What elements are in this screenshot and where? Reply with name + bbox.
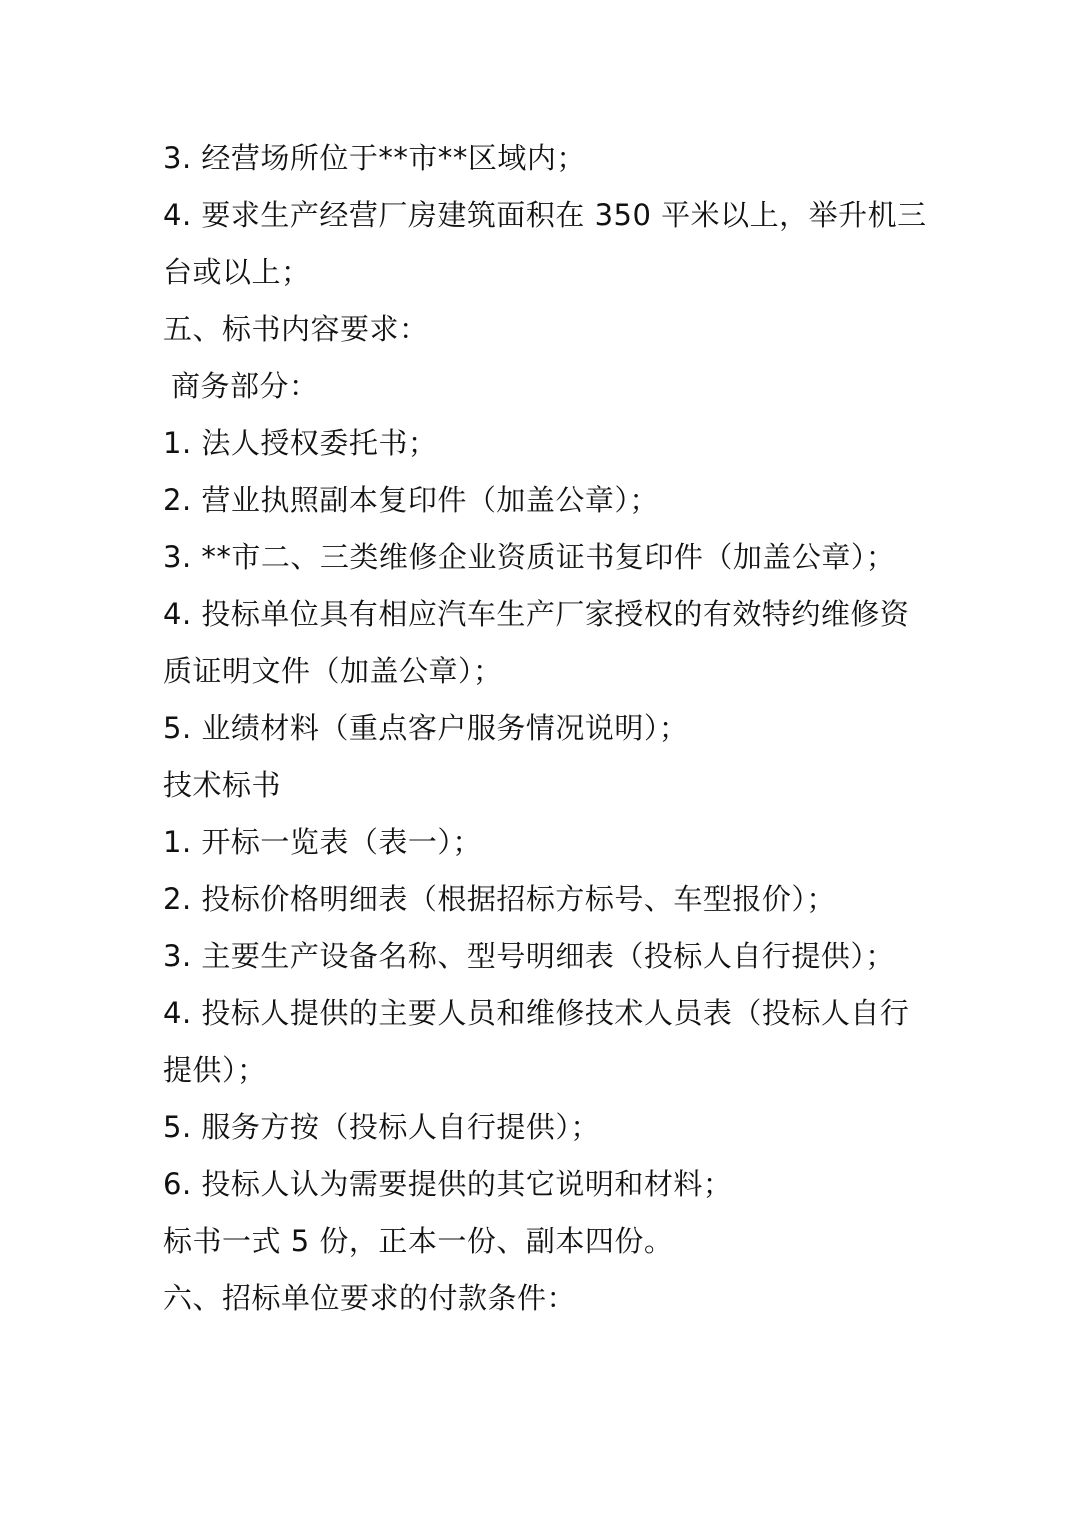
section-heading: 六、招标单位要求的付款条件：: [163, 1281, 577, 1315]
text-line: 3. **市二、三类维修企业资质证书复印件（加盖公章）；: [163, 540, 896, 574]
text-line: 2. 投标价格明细表（根据招标方标号、车型报价）；: [163, 882, 836, 916]
subsection-heading: 商务部分：: [171, 369, 319, 403]
subsection-heading: 技术标书: [163, 768, 282, 802]
document-body: [163, 130, 927, 1327]
text-line: 标书一式 5 份，正本一份、副本四份。: [163, 1224, 674, 1258]
text-line: 5. 服务方按（投标人自行提供）；: [163, 1110, 600, 1144]
text-line: 3. 经营场所位于**市**区域内；: [163, 141, 586, 175]
text-line: 1. 开标一览表（表一）；: [163, 825, 482, 859]
text-line: 5. 业绩材料（重点客户服务情况说明）；: [163, 711, 689, 745]
text-line: 台或以上；: [163, 255, 311, 289]
text-line: 6. 投标人认为需要提供的其它说明和材料；: [163, 1167, 733, 1201]
section-heading: 五、标书内容要求：: [163, 312, 429, 346]
text-line: 提供）；: [163, 1053, 267, 1087]
text-line: 4. 投标单位具有相应汽车生产厂家授权的有效特约维修资: [163, 597, 910, 631]
text-line: 1. 法人授权委托书；: [163, 426, 438, 460]
text-line: 4. 要求生产经营厂房建筑面积在 350 平米以上，举升机三: [163, 198, 927, 232]
text-line: 质证明文件（加盖公章）；: [163, 654, 503, 688]
text-line: 3. 主要生产设备名称、型号明细表（投标人自行提供）；: [163, 939, 895, 973]
text-line: 2. 营业执照副本复印件（加盖公章）；: [163, 483, 659, 517]
text-line: 4. 投标人提供的主要人员和维修技术人员表（投标人自行: [163, 996, 910, 1030]
